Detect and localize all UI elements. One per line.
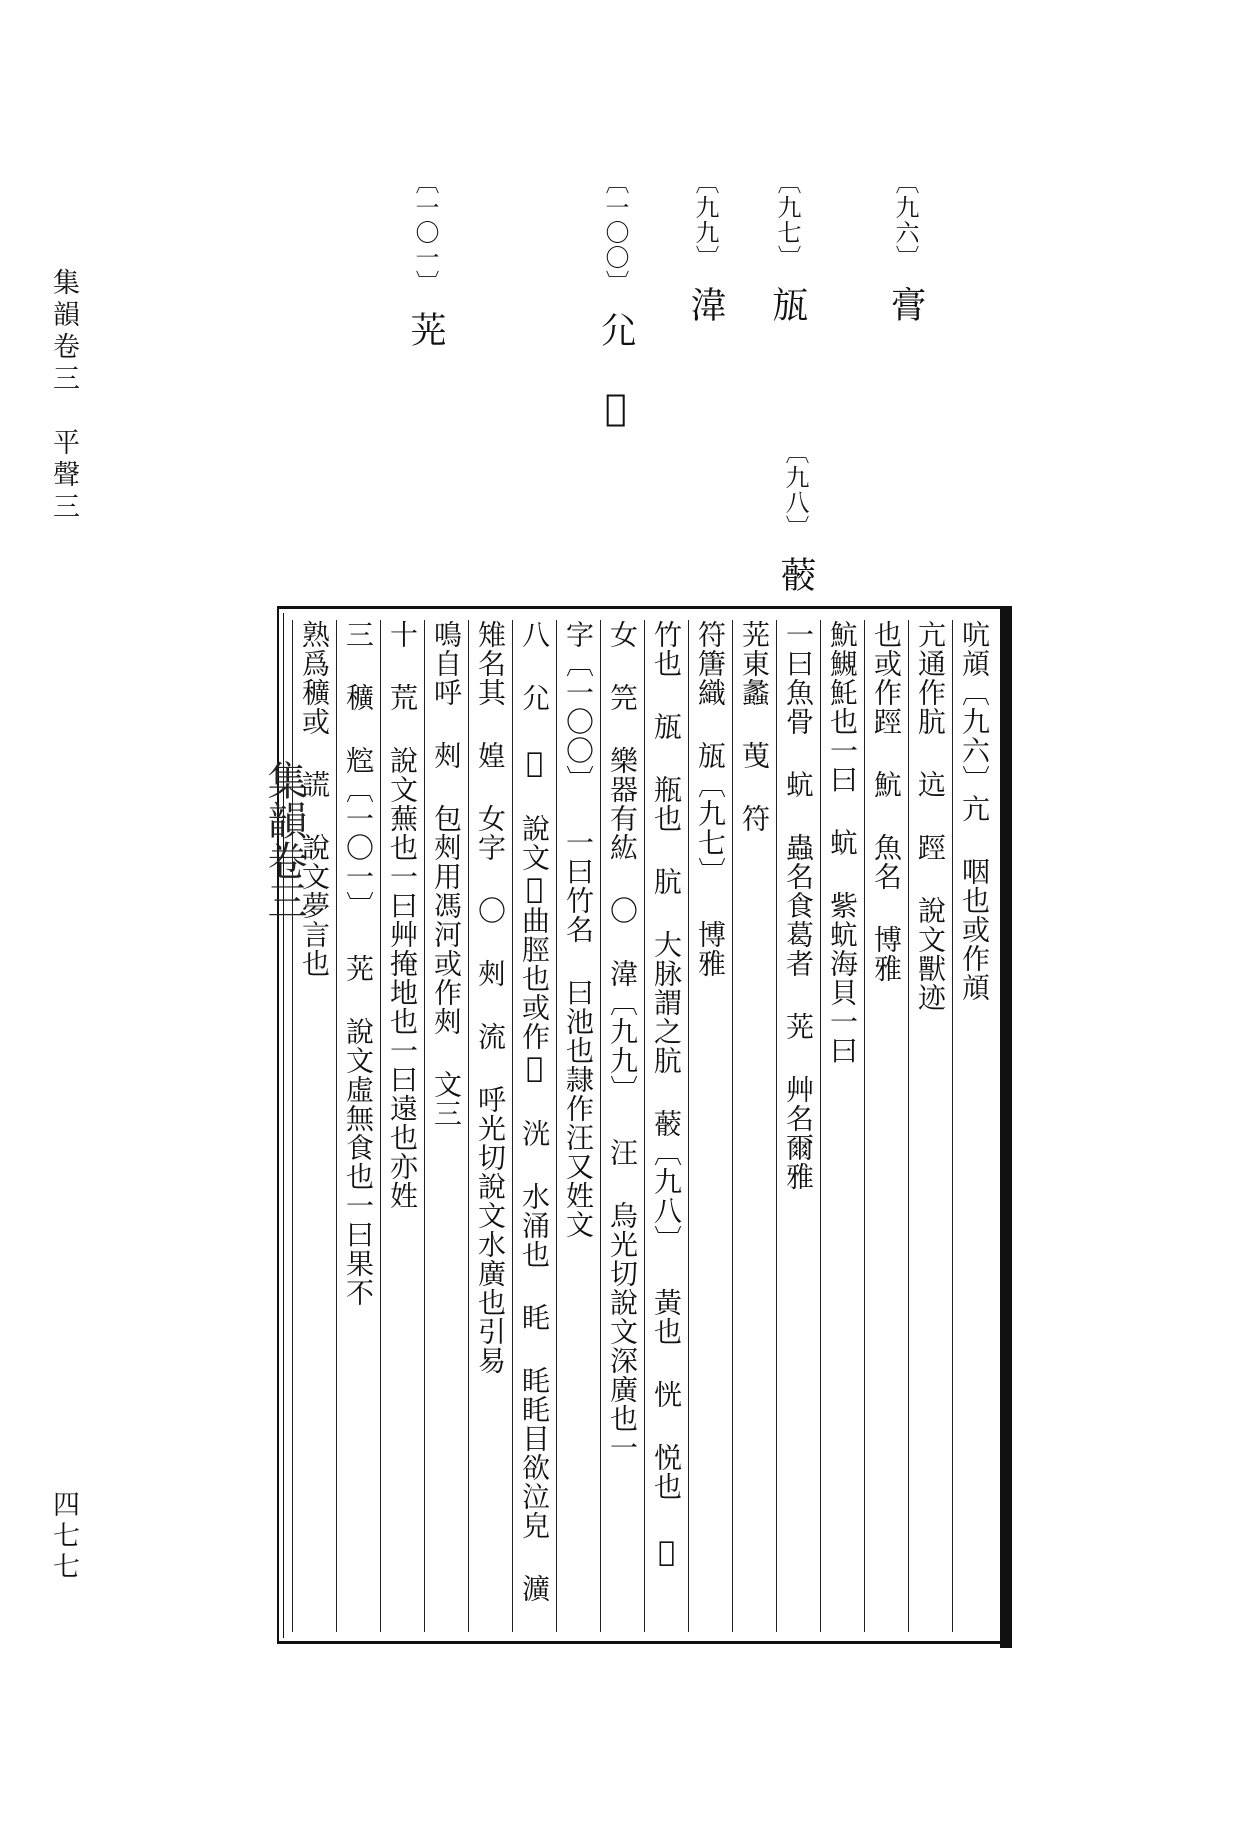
text-column: 亢通作肮 迒 踁 說文獸迹 [908, 620, 952, 1632]
text-columns [292, 620, 996, 1632]
note-mark: 〔一〇〇〕 [601, 170, 629, 295]
note-mark: 〔一〇一〕 [411, 170, 439, 295]
note-mark: 〔九八〕 [781, 440, 809, 540]
text-column: 茪東蠡 䒶 符 [732, 620, 776, 1632]
note-mark: 〔九六〕 [891, 170, 919, 270]
note-mark: 〔九九〕 [691, 170, 719, 270]
text-column: 吭頏〔九六〕亢 咽也或作頏 [952, 620, 996, 1632]
text-column: 熟爲穬或 謊 說文夢言也 [292, 620, 336, 1632]
text-column: 三 穬 䆪〔一〇一〕 茪 說文虛無食也一曰果不 [336, 620, 380, 1632]
text-column: 符篖織 瓬〔九七〕 博雅 [688, 620, 732, 1632]
collation-note [880, 170, 931, 322]
page-number: 四七七 [48, 1490, 79, 1583]
text-column: 鳴自呼 㓨 包㓨用馮河或作㓨 文三 [424, 620, 468, 1632]
note-chars: 尣 𥯄 [595, 311, 636, 429]
note-chars: 茪 [405, 311, 446, 347]
text-column: 十 荒 說文蕪也一曰艸掩地也一曰遠也亦姓 [380, 620, 424, 1632]
note-chars: 湋 [685, 286, 726, 322]
text-column: 字〔一〇〇〕 一曰竹名 曰池也隷作汪又姓文 [556, 620, 600, 1632]
collation-note [770, 440, 821, 592]
text-column: 女 笎 樂器有紘 〇 湋〔九九〕 汪 烏光切說文深廣也一 [600, 620, 644, 1632]
note-chars: 瓬 [767, 286, 808, 322]
text-column: 魧䲅魠也一曰 蚢 紫蚢海貝一曰 [820, 620, 864, 1632]
text-column: 八 尣 𥯄 說文𥯄曲脛也或作𥯄 洸 水涌也 眊 眊眊目欲泣皃 瀇 [512, 620, 556, 1632]
text-column: 也或作踁 魧 魚名 博雅 [864, 620, 908, 1632]
note-chars: 膏 [885, 286, 926, 322]
collation-note [590, 170, 641, 429]
collation-note [400, 170, 451, 347]
text-column: 一曰魚骨 蚢 蟲名食葛者 茪 艸名爾雅 [776, 620, 820, 1632]
gutter-label: 集韻卷三 [261, 760, 307, 920]
collation-note [680, 170, 731, 322]
text-column: 雉名其 媓 女字 〇 㓨 流 呼光切說文水廣也引易 [468, 620, 512, 1632]
text-column: 竹也 瓬 瓶也 肮 大脉謂之肮 䕧〔九八〕 黃也 恍 悦也 𤰏 [644, 620, 688, 1632]
collation-note [762, 170, 813, 322]
note-chars: 䕧 [775, 556, 816, 592]
running-head: 集韻卷三 平聲三 [48, 268, 79, 524]
note-mark: 〔九七〕 [773, 170, 801, 270]
frame-right-rule [1000, 606, 1012, 1648]
